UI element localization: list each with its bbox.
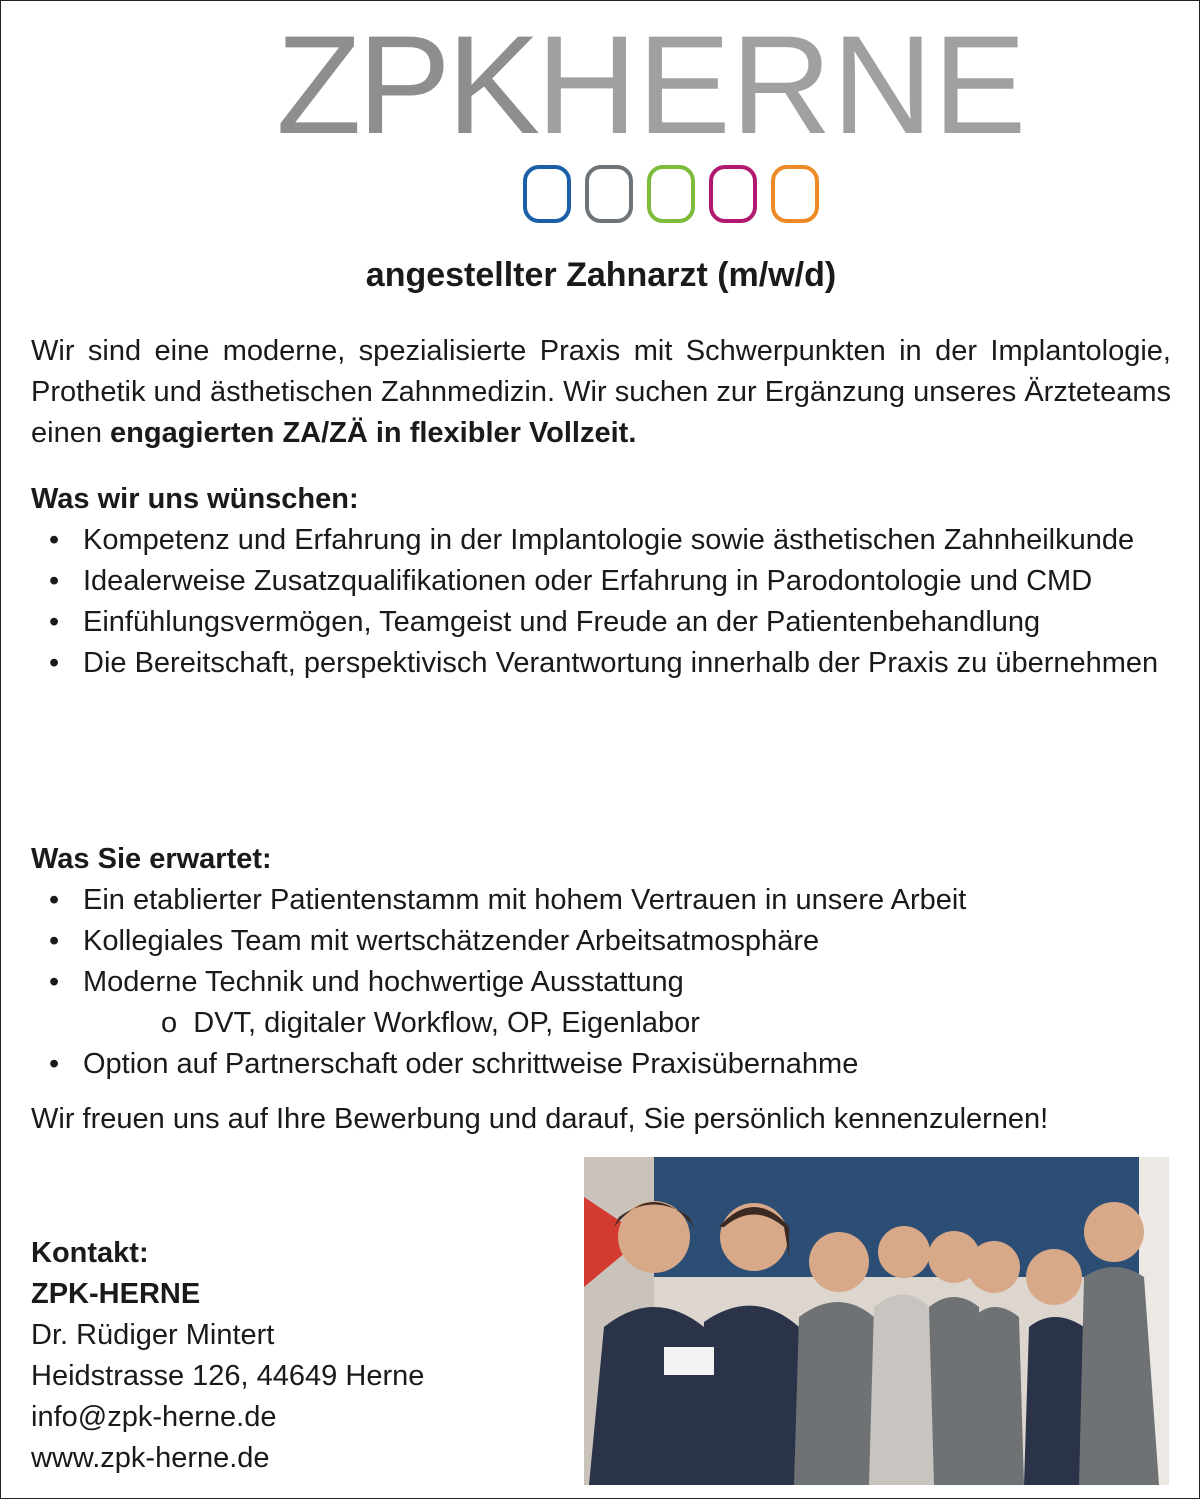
- team-photo: [584, 1157, 1169, 1485]
- logo-square-blue: [523, 165, 571, 223]
- sub-item-wrap: [31, 1003, 700, 1044]
- list-item: [31, 962, 1171, 1003]
- contact-block: [31, 1233, 424, 1479]
- bullet-icon: •: [49, 647, 60, 679]
- closing-paragraph: Wir freuen uns auf Ihre Bewerbung und darauf, Sie persönlich kennenzulernen!: [31, 1103, 1049, 1135]
- sub-bullet-icon: o: [161, 1007, 178, 1039]
- list-item: [31, 520, 1171, 561]
- team-photo-illustration: [584, 1157, 1169, 1485]
- bullet-icon: •: [49, 884, 60, 916]
- offer-text: Ein etablierter Patientenstamm mit hohem Vertrauen in unsere Arbeit: [83, 884, 967, 916]
- contact-name: Dr. Rüdiger Mintert: [31, 1319, 275, 1351]
- list-item: [31, 880, 1171, 921]
- intro-paragraph: [31, 331, 1171, 454]
- bullet-icon: •: [49, 606, 60, 638]
- logo-wordmark: [276, 6, 1027, 163]
- list-item: [31, 643, 1171, 684]
- logo-square-green: [647, 165, 695, 223]
- offers-heading: Was Sie erwartet:: [31, 843, 272, 875]
- job-title: angestellter Zahnarzt (m/w/d): [365, 256, 837, 294]
- intro-text: Wir sind eine moderne, spezialisierte Praxis mit Schwerpunkten in der Implantologie, Prothetik und ästhetischen Zahnmedizin. Wir suchen zur Ergänzung unseres Ärzteteams einen: [31, 335, 1171, 449]
- contact-heading: Kontakt:: [31, 1237, 149, 1269]
- sub-list-item: [31, 1003, 1171, 1044]
- contact-email[interactable]: info@zpk-herne.de: [31, 1401, 277, 1433]
- logo-square-orange: [771, 165, 819, 223]
- bullet-icon: •: [49, 565, 60, 597]
- logo-square-gray: [585, 165, 633, 223]
- offer-text: Moderne Technik und hochwertige Ausstattung: [83, 966, 684, 998]
- wish-text: Einfühlungsvermögen, Teamgeist und Freude an der Patientenbehandlung: [83, 606, 1041, 638]
- logo-text-herne: HERNE: [536, 6, 1027, 163]
- bullet-icon: •: [49, 966, 60, 998]
- wish-text: Die Bereitschaft, perspektivisch Verantwortung innerhalb der Praxis zu übernehmen: [83, 647, 1159, 679]
- list-item: [31, 921, 1171, 962]
- logo-squares: [523, 165, 819, 223]
- wishes-heading: Was wir uns wünschen:: [31, 483, 359, 515]
- wishes-section: [31, 479, 1171, 684]
- contact-company: ZPK-HERNE: [31, 1278, 201, 1310]
- offers-list: [31, 880, 1171, 1085]
- logo-text-zpk: ZPK: [276, 6, 537, 163]
- wishes-list: [31, 520, 1171, 684]
- logo-square-magenta: [709, 165, 757, 223]
- list-item: [31, 1044, 1171, 1085]
- bullet-icon: •: [49, 524, 60, 556]
- list-item: [31, 561, 1171, 602]
- wish-text: Kompetenz und Erfahrung in der Implantologie sowie ästhetischen Zahnheilkunde: [83, 524, 1135, 556]
- offer-text: Option auf Partnerschaft oder schrittweise Praxisübernahme: [83, 1048, 859, 1080]
- sub-item-text: DVT, digitaler Workflow, OP, Eigenlabor: [193, 1007, 700, 1039]
- offers-section: [31, 839, 1171, 1085]
- list-item: [31, 602, 1171, 643]
- intro-bold: engagierten ZA/ZÄ in flexibler Vollzeit.: [110, 417, 637, 449]
- bullet-icon: •: [49, 925, 60, 957]
- contact-address: Heidstrasse 126, 44649 Herne: [31, 1360, 425, 1392]
- bullet-icon: •: [49, 1048, 60, 1080]
- zpk-herne-logo: [276, 6, 1027, 225]
- wish-text: Idealerweise Zusatzqualifikationen oder Erfahrung in Parodontologie und CMD: [83, 565, 1093, 597]
- contact-website[interactable]: www.zpk-herne.de: [31, 1442, 270, 1474]
- offer-text: Kollegiales Team mit wertschätzender Arbeitsatmosphäre: [83, 925, 820, 957]
